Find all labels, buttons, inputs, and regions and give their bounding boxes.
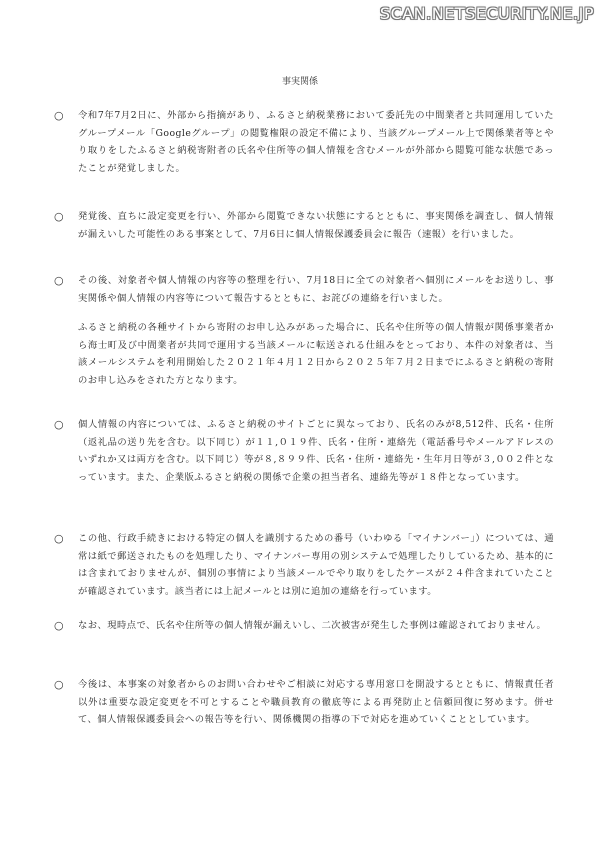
circle-bullet-icon: ○ (54, 418, 64, 431)
site-watermark: SCAN.NETSECURITY.NE.JP (379, 4, 594, 23)
circle-bullet-icon: ○ (54, 109, 64, 122)
paragraph-8 (54, 676, 554, 729)
paragraph-5 (54, 416, 554, 486)
paragraph-4-text: ふるさと納税の各種サイトから寄附のお申し込みがあった場合に、氏名や住所等の個人情報が関係事業者から海士町及び中間業者が共同で運用する当該メールに転送される仕組みをとっており、本件の対象者は、当該メールシステムを利用開始した２０２１年４月１２日から２０２５年７月２日までにふるさと納税の寄附のお申し込みをされた方となります。 (78, 322, 554, 386)
circle-bullet-icon: ○ (54, 678, 64, 691)
circle-bullet-icon: ○ (54, 210, 64, 223)
paragraph-4 (54, 319, 554, 389)
paragraph-6 (54, 530, 554, 600)
paragraph-5-text: 個人情報の内容については、ふるさと納税のサイトごとに異なっており、氏名のみが8,512件、氏名・住所（返礼品の送り先を含む。以下同じ）が１１,０１９件、氏名・住所・連絡先（電話番号やメールアドレスのいずれか又は両方を含む。以下同じ）等が８,８９９件、氏名・住所・連絡先・生年月日等が３,００２件となっています。また、企業版ふるさと納税の関係で企業の担当者名、連絡先等が１８件となっています。 (78, 419, 554, 483)
paragraph-7 (54, 617, 554, 635)
paragraph-7-text: なお、現時点で、氏名や住所等の個人情報が漏えいし、二次被害が発生した事例は確認されておりません。 (78, 620, 547, 631)
paragraph-8-text: 今後は、本事案の対象者からのお問い合わせやご相談に対応する専用窓口を開設するとともに、情報責任者以外は重要な設定変更を不可とすることや職員教育の徹底等による再発防止と信頼回復に努めます。併せて、個人情報保護委員会への報告等を行い、関係機関の指導の下で対応を進めていくこととしています。 (78, 679, 554, 726)
document-title: 事実関係 (281, 77, 318, 87)
paragraph-2 (54, 208, 554, 243)
paragraph-1 (54, 107, 554, 177)
paragraph-3-text: その後、対象者や個人情報の内容等の整理を行い、7月18日に全ての対象者へ個別にメールをお送りし、事実関係や個人情報の内容等について報告するとともに、お詫びの連絡を行いました。 (78, 275, 554, 304)
paragraph-3 (54, 272, 554, 307)
circle-bullet-icon: ○ (54, 619, 64, 632)
paragraph-2-text: 発覚後、直ちに設定変更を行い、外部から閲覧できない状態にするとともに、事実関係を調査し、個人情報が漏えいした可能性のある事案として、7月6日に個人情報保護委員会に報告（速報）を行いました。 (78, 211, 554, 240)
circle-bullet-icon: ○ (54, 274, 64, 287)
paragraph-6-text: この他、行政手続きにおける特定の個人を識別するための番号（いわゆる「マイナンバー」）については、通常は紙で郵送されたものを処理したり、マイナンバー専用の別システムで処理したりしているため、基本的には含まれておりませんが、個別の事情により当該メールでやり取りをしたケースが２４件含まれていたことが確認されています。該当者には上記メールとは別に追加の連絡を行っています。 (78, 533, 554, 597)
paragraph-1-text: 令和7年7月2日に、外部から指摘があり、ふるさと納税業務において委託先の中間業者と共同運用していたグループメール「Googleグループ」の閲覧権限の設定不備により、当該グループメール上で関係業者等とやり取りをしたふるさと納税寄附者の氏名や住所等の個人情報を含むメールが外部から閲覧可能な状態であったことが発覚しました。 (78, 110, 554, 174)
circle-bullet-icon: ○ (54, 532, 64, 545)
